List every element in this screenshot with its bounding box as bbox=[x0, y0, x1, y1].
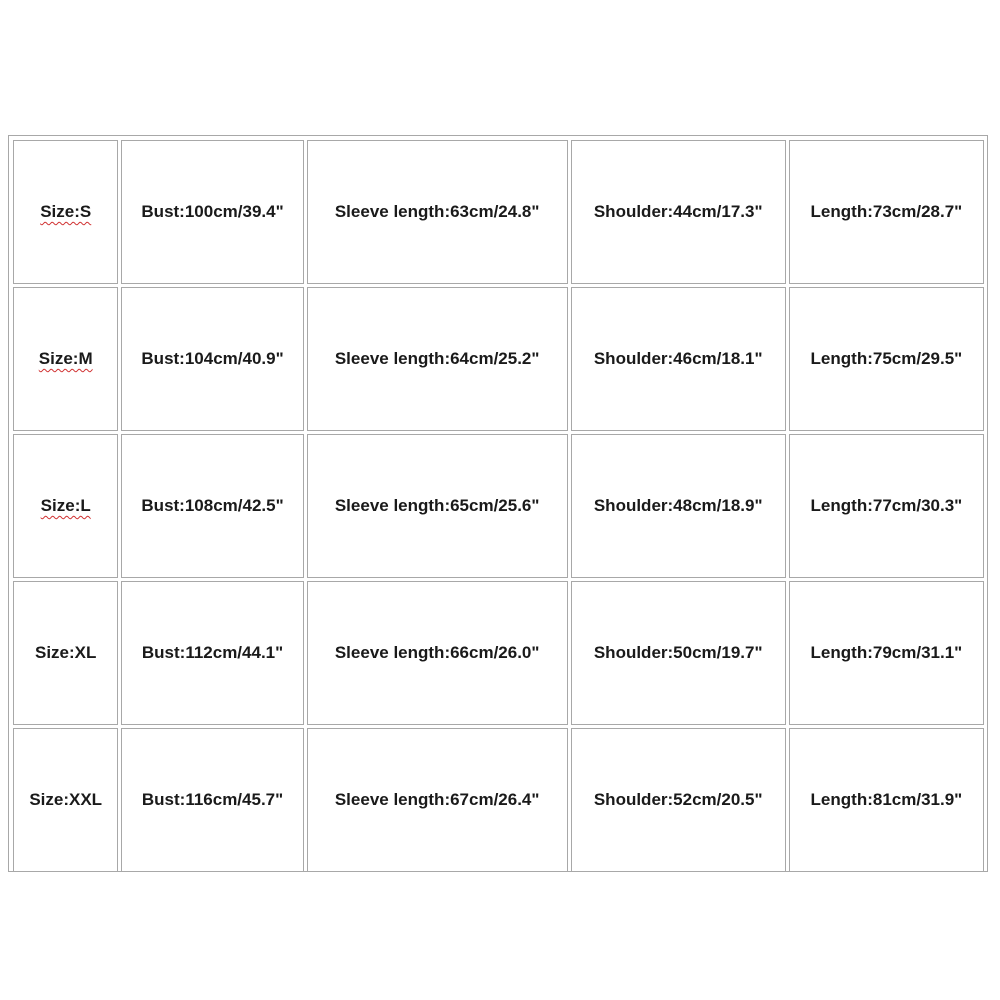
size-label: Size:M bbox=[38, 349, 93, 368]
size-cell bbox=[13, 287, 118, 431]
sleeve-length-cell: Sleeve length:63cm/24.8" bbox=[307, 140, 568, 284]
shoulder-cell: Shoulder:48cm/18.9" bbox=[571, 434, 786, 578]
size-chart bbox=[8, 135, 988, 872]
size-label: Size:XL bbox=[35, 643, 97, 662]
bust-cell: Bust:100cm/39.4" bbox=[121, 140, 303, 284]
table-row bbox=[13, 581, 984, 725]
table-row bbox=[13, 287, 984, 431]
size-chart-table bbox=[10, 137, 987, 875]
sleeve-length-cell: Sleeve length:67cm/26.4" bbox=[307, 728, 568, 872]
bust-cell: Bust:108cm/42.5" bbox=[121, 434, 303, 578]
shoulder-cell: Shoulder:52cm/20.5" bbox=[571, 728, 786, 872]
bust-cell: Bust:116cm/45.7" bbox=[121, 728, 303, 872]
table-row bbox=[13, 140, 984, 284]
bust-cell: Bust:112cm/44.1" bbox=[121, 581, 303, 725]
sleeve-length-cell: Sleeve length:64cm/25.2" bbox=[307, 287, 568, 431]
size-label: Size:L bbox=[40, 496, 91, 515]
size-cell bbox=[13, 434, 118, 578]
sleeve-length-cell: Sleeve length:65cm/25.6" bbox=[307, 434, 568, 578]
bust-cell: Bust:104cm/40.9" bbox=[121, 287, 303, 431]
size-label: Size:S bbox=[40, 202, 92, 221]
shoulder-cell: Shoulder:50cm/19.7" bbox=[571, 581, 786, 725]
length-cell: Length:79cm/31.1" bbox=[789, 581, 984, 725]
table-row bbox=[13, 728, 984, 872]
sleeve-length-cell: Sleeve length:66cm/26.0" bbox=[307, 581, 568, 725]
length-cell: Length:75cm/29.5" bbox=[789, 287, 984, 431]
size-label: Size:XXL bbox=[29, 790, 103, 809]
shoulder-cell: Shoulder:44cm/17.3" bbox=[571, 140, 786, 284]
length-cell: Length:73cm/28.7" bbox=[789, 140, 984, 284]
size-cell bbox=[13, 140, 118, 284]
shoulder-cell: Shoulder:46cm/18.1" bbox=[571, 287, 786, 431]
size-cell bbox=[13, 728, 118, 872]
size-cell bbox=[13, 581, 118, 725]
length-cell: Length:81cm/31.9" bbox=[789, 728, 984, 872]
length-cell: Length:77cm/30.3" bbox=[789, 434, 984, 578]
table-row bbox=[13, 434, 984, 578]
